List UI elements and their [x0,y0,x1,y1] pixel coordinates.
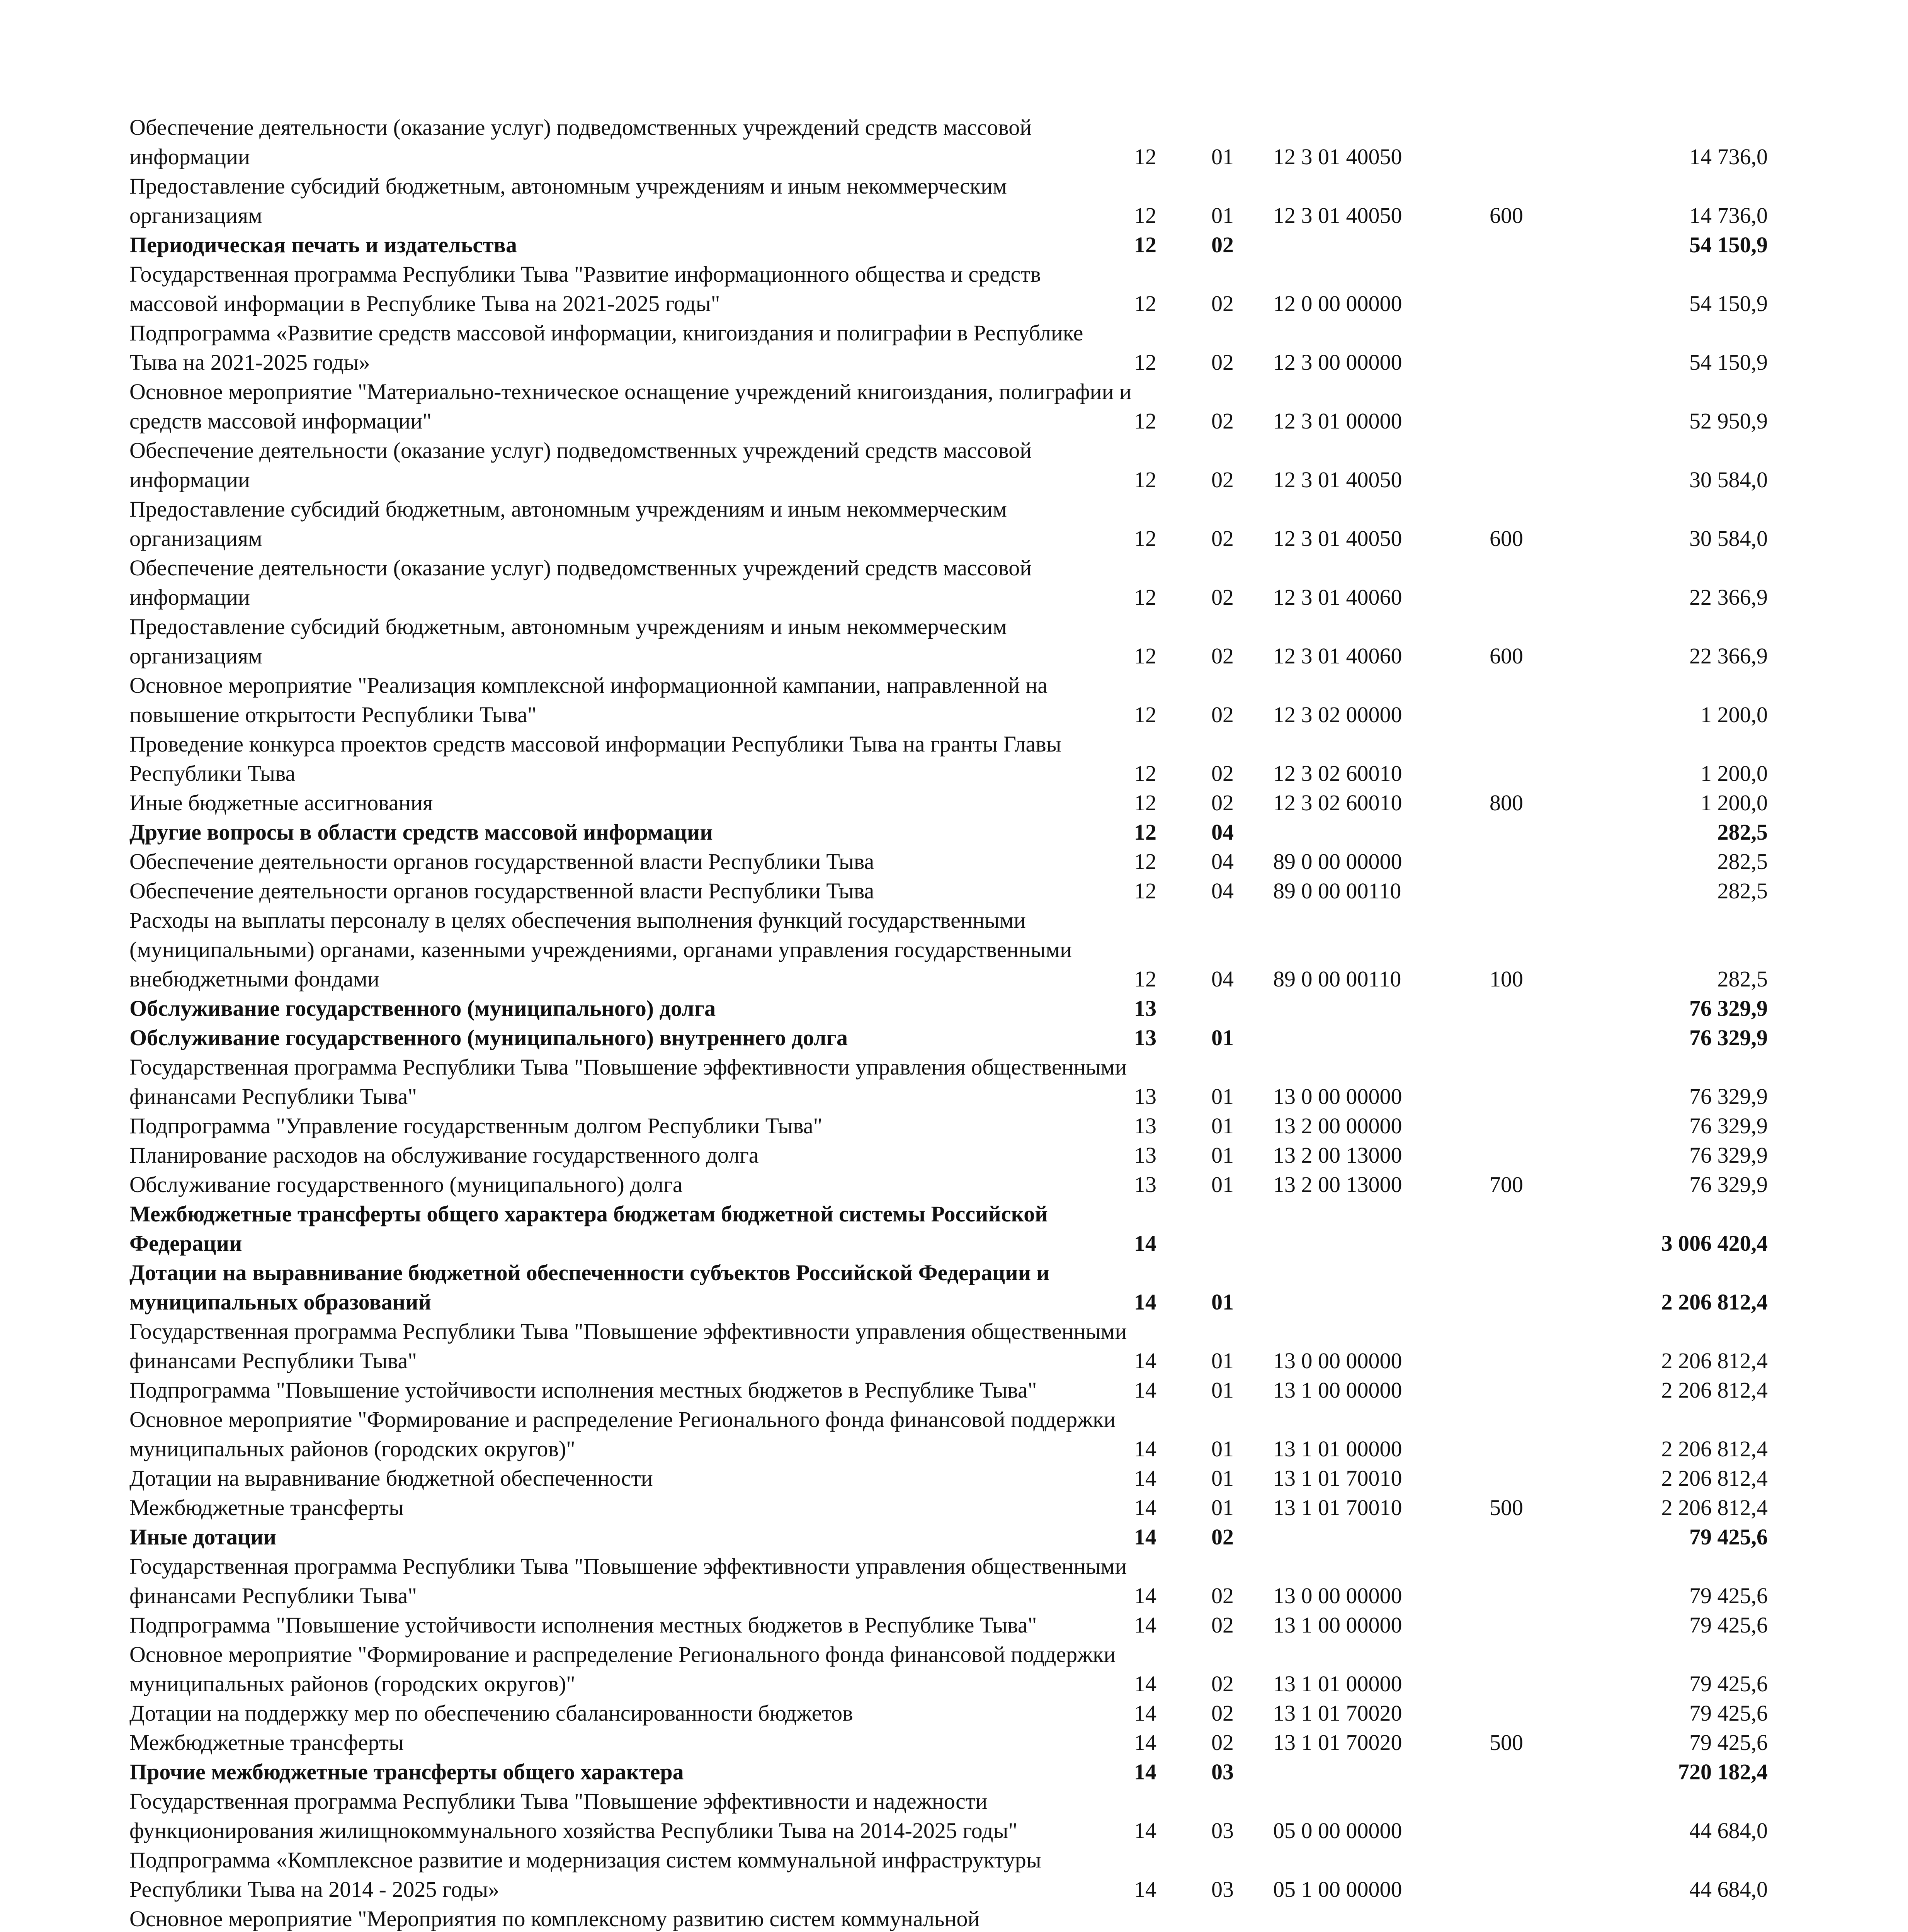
row-subsection-code: 02 [1211,291,1234,316]
row-section-code [1134,1904,1211,1932]
table-row [129,1699,1768,1728]
row-subsection-code: 02 [1211,1524,1234,1549]
row-subsection-code: 02 [1211,526,1234,551]
row-section-code: 12 [1134,761,1156,786]
row-section-code: 14 [1134,1671,1156,1696]
row-subsection-code: 01 [1211,1348,1234,1373]
row-section-code: 12 [1134,291,1156,316]
row-expense-type-code [1490,553,1582,612]
row-name: Дотации на выравнивание бюджетной обеспеченности [129,1466,653,1491]
row-amount: 282,5 [1717,966,1768,992]
table-row [129,1199,1768,1258]
row-amount: 44 684,0 [1689,1877,1768,1902]
row-amount: 282,5 [1717,878,1768,903]
row-expense-type-code [1490,1787,1582,1845]
row-amount: 2 206 812,4 [1661,1289,1768,1315]
row-subsection-code: 02 [1211,467,1234,492]
budget-table [129,113,1768,1932]
row-target-article-code [1273,230,1490,260]
table-row [129,1317,1768,1376]
row-amount: 79 425,6 [1689,1612,1768,1638]
row-subsection-code: 01 [1211,1436,1234,1461]
row-subsection-code: 02 [1211,1671,1234,1696]
row-amount: 76 329,9 [1689,1172,1768,1197]
row-section-code: 12 [1134,232,1156,257]
row-section-code: 14 [1134,1289,1156,1315]
row-name: Иные дотации [129,1524,277,1549]
row-target-article-code: 12 0 00 00000 [1273,291,1402,316]
row-expense-type-code [1490,876,1582,906]
row-subsection-code: 01 [1211,1113,1234,1138]
row-section-code: 12 [1134,350,1156,375]
table-row [129,671,1768,730]
table-row [129,1170,1768,1199]
row-subsection-code: 01 [1211,203,1234,228]
row-subsection-code: 02 [1211,643,1234,668]
row-subsection-code: 01 [1211,1466,1234,1491]
table-row [129,377,1768,436]
row-subsection-code: 04 [1211,878,1234,903]
row-expense-type-code [1490,230,1582,260]
row-amount: 76 329,9 [1689,1113,1768,1138]
row-amount: 79 425,6 [1689,1671,1768,1696]
row-amount: 54 150,9 [1689,291,1768,316]
row-name: Межбюджетные трансферты [129,1730,404,1755]
row-expense-type-code [1490,1845,1582,1904]
row-target-article-code: 12 3 01 40050 [1273,526,1402,551]
table-row [129,1522,1768,1552]
row-amount: 22 366,9 [1689,643,1768,668]
row-amount: 54 150,9 [1689,232,1768,257]
row-subsection-code: 02 [1211,1730,1234,1755]
row-name: Государственная программа Республики Тыва "Повышение эффективности и надежности функционирования жилищнокоммунального хозяйства Республики Тыва на 2014-2025 годы" [129,1789,1018,1843]
row-amount: 79 425,6 [1689,1583,1768,1608]
row-name: Основное мероприятие "Мероприятия по комплексному развитию систем коммунальной [129,1906,980,1931]
row-section-code: 13 [1134,1084,1156,1109]
row-target-article-code: 13 2 00 00000 [1273,1113,1402,1138]
row-expense-type-code [1490,1376,1582,1405]
row-name: Периодическая печать и издательства [129,232,517,257]
row-expense-type-code [1490,1464,1582,1493]
row-target-article-code [1273,1904,1490,1932]
row-name: Проведение конкурса проектов средств массовой информации Республики Тыва на гранты Главы Республики Тыва [129,731,1061,786]
row-expense-type-code: 600 [1490,203,1523,228]
row-name: Предоставление субсидий бюджетным, автономным учреждениям и иным некоммерческим организациям [129,173,1007,228]
table-row [129,876,1768,906]
row-name: Дотации на выравнивание бюджетной обеспеченности субъектов Российской Федерации и муниципальных образований [129,1260,1050,1315]
row-name: Межбюджетные трансферты общего характера бюджетам бюджетной системы Российской Федерации [129,1201,1048,1256]
row-name: Обеспечение деятельности (оказание услуг) подведомственных учреждений средств массовой информации [129,555,1032,610]
row-expense-type-code [1490,847,1582,876]
row-expense-type-code [1490,1522,1582,1552]
row-subsection-code: 03 [1211,1759,1234,1784]
row-expense-type-code [1490,1405,1582,1464]
row-amount: 2 206 812,4 [1661,1495,1768,1520]
row-subsection-code: 01 [1211,1143,1234,1168]
row-name: Предоставление субсидий бюджетным, автономным учреждениям и иным некоммерческим организациям [129,497,1007,551]
row-subsection-code [1211,994,1273,1023]
row-target-article-code: 89 0 00 00110 [1273,966,1401,992]
row-subsection-code: 01 [1211,1289,1234,1315]
row-section-code: 12 [1134,849,1156,874]
table-row [129,318,1768,377]
row-name: Подпрограмма "Управление государственным долгом Республики Тыва" [129,1113,823,1138]
row-amount: 54 150,9 [1689,350,1768,375]
row-name: Обеспечение деятельности (оказание услуг) подведомственных учреждений средств массовой информации [129,438,1032,492]
row-target-article-code: 12 3 01 40060 [1273,585,1402,610]
row-expense-type-code [1490,436,1582,495]
table-row [129,172,1768,230]
row-target-article-code [1273,1258,1490,1317]
row-expense-type-code [1490,1023,1582,1053]
table-row [129,818,1768,847]
row-name: Подпрограмма «Развитие средств массовой информации, книгоиздания и полиграфии в Республике Тыва на 2021-2025 годы» [129,320,1083,375]
row-subsection-code: 02 [1211,408,1234,434]
table-row [129,1405,1768,1464]
table-row [129,730,1768,788]
row-amount: 282,5 [1717,849,1768,874]
row-expense-type-code: 500 [1490,1730,1523,1755]
row-expense-type-code [1490,1552,1582,1611]
row-section-code: 13 [1134,1143,1156,1168]
row-subsection-code [1211,1904,1273,1932]
row-section-code: 14 [1134,1524,1156,1549]
row-name: Расходы на выплаты персоналу в целях обеспечения выполнения функций государственными (муниципальными) органами, казенными учреждениями, органами управления государственными внебюджетными фондами [129,908,1072,992]
row-section-code: 14 [1134,1495,1156,1520]
row-target-article-code: 13 2 00 13000 [1273,1143,1402,1168]
row-target-article-code [1273,1522,1490,1552]
table-row [129,1728,1768,1757]
row-target-article-code: 12 3 01 00000 [1273,408,1402,434]
row-expense-type-code [1490,377,1582,436]
row-target-article-code [1273,818,1490,847]
row-target-article-code: 13 0 00 00000 [1273,1583,1402,1608]
table-row [129,1904,1768,1932]
row-section-code: 12 [1134,966,1156,992]
row-section-code: 12 [1134,790,1156,815]
row-amount: 720 182,4 [1678,1759,1768,1784]
row-target-article-code [1273,1023,1490,1053]
row-target-article-code: 12 3 02 60010 [1273,761,1402,786]
row-subsection-code: 02 [1211,761,1234,786]
row-section-code: 14 [1134,1583,1156,1608]
row-section-code: 12 [1134,878,1156,903]
row-expense-type-code [1490,1904,1582,1932]
row-section-code: 14 [1134,1730,1156,1755]
row-section-code: 12 [1134,408,1156,434]
row-amount: 76 329,9 [1689,1143,1768,1168]
table-row [129,1757,1768,1787]
row-target-article-code: 13 1 01 70020 [1273,1701,1402,1726]
row-target-article-code: 13 1 01 70010 [1273,1495,1402,1520]
row-name: Подпрограмма "Повышение устойчивости исполнения местных бюджетов в Республике Тыва" [129,1612,1037,1638]
row-name: Основное мероприятие "Формирование и распределение Регионального фонда финансовой поддержки муниципальных районов (городских округов)" [129,1407,1116,1461]
row-target-article-code: 13 0 00 00000 [1273,1348,1402,1373]
row-section-code: 12 [1134,820,1156,845]
row-expense-type-code [1490,818,1582,847]
row-target-article-code: 12 3 02 00000 [1273,702,1402,727]
row-target-article-code: 12 3 01 40060 [1273,643,1402,668]
row-section-code: 12 [1134,526,1156,551]
row-amount: 22 366,9 [1689,585,1768,610]
row-section-code: 12 [1134,203,1156,228]
table-row [129,553,1768,612]
row-amount: 1 200,0 [1701,761,1768,786]
row-target-article-code: 13 1 01 00000 [1273,1671,1402,1696]
row-name: Государственная программа Республики Тыва "Повышение эффективности управления общественными финансами Республики Тыва" [129,1319,1127,1373]
table-row [129,495,1768,553]
row-target-article-code: 89 0 00 00110 [1273,878,1401,903]
row-expense-type-code [1490,1757,1582,1787]
row-target-article-code: 12 3 01 40050 [1273,203,1402,228]
table-row [129,994,1768,1023]
row-section-code: 14 [1134,1612,1156,1638]
row-expense-type-code: 100 [1490,966,1523,992]
row-expense-type-code [1490,260,1582,318]
table-row [129,1493,1768,1522]
row-target-article-code: 05 1 00 00000 [1273,1877,1402,1902]
row-section-code: 14 [1134,1378,1156,1403]
table-row [129,906,1768,994]
row-expense-type-code [1490,1640,1582,1699]
budget-table-body [129,113,1768,1932]
row-name: Основное мероприятие "Формирование и распределение Регионального фонда финансовой поддержки муниципальных районов (городских округов)" [129,1642,1116,1696]
row-section-code: 14 [1134,1231,1156,1256]
row-target-article-code: 13 1 00 00000 [1273,1378,1402,1403]
table-row [129,113,1768,172]
table-row [129,230,1768,260]
row-target-article-code: 13 1 01 00000 [1273,1436,1402,1461]
row-expense-type-code [1490,994,1582,1023]
table-row [129,612,1768,671]
row-target-article-code: 05 0 00 00000 [1273,1818,1402,1843]
row-target-article-code: 13 2 00 13000 [1273,1172,1402,1197]
row-amount: 14 736,0 [1689,144,1768,169]
table-row [129,1845,1768,1904]
row-name: Прочие межбюджетные трансферты общего характера [129,1759,684,1784]
row-section-code: 13 [1134,1025,1156,1050]
row-expense-type-code: 500 [1490,1495,1523,1520]
row-name: Дотации на поддержку мер по обеспечению сбалансированности бюджетов [129,1701,853,1726]
row-target-article-code: 12 3 00 00000 [1273,350,1402,375]
table-row [129,260,1768,318]
row-section-code: 14 [1134,1877,1156,1902]
row-expense-type-code [1490,113,1582,172]
row-subsection-code: 03 [1211,1877,1234,1902]
row-section-code: 12 [1134,144,1156,169]
table-row [129,436,1768,495]
row-expense-type-code [1490,1258,1582,1317]
table-row [129,1787,1768,1845]
row-section-code: 13 [1134,1172,1156,1197]
row-expense-type-code: 800 [1490,790,1523,815]
row-subsection-code: 01 [1211,144,1234,169]
row-amount: 282,5 [1717,820,1768,845]
row-subsection-code [1211,1199,1273,1258]
row-amount: 44 684,0 [1689,1818,1768,1843]
row-expense-type-code [1490,1699,1582,1728]
row-amount [1582,1904,1768,1932]
table-row [129,1141,1768,1170]
row-name: Обеспечение деятельности органов государственной власти Республики Тыва [129,849,874,874]
row-amount: 3 006 420,4 [1661,1231,1768,1256]
row-expense-type-code: 700 [1490,1172,1523,1197]
table-row [129,1376,1768,1405]
row-section-code: 13 [1134,1113,1156,1138]
table-row [129,1111,1768,1141]
row-section-code: 14 [1134,1818,1156,1843]
row-name: Обслуживание государственного (муниципального) долга [129,1172,683,1197]
row-subsection-code: 01 [1211,1084,1234,1109]
row-section-code: 12 [1134,702,1156,727]
row-amount: 76 329,9 [1689,1084,1768,1109]
row-section-code: 12 [1134,643,1156,668]
row-section-code: 14 [1134,1436,1156,1461]
row-expense-type-code [1490,1111,1582,1141]
row-name: Другие вопросы в области средств массовой информации [129,820,713,845]
row-name: Межбюджетные трансферты [129,1495,404,1520]
row-expense-type-code [1490,318,1582,377]
row-subsection-code: 02 [1211,1583,1234,1608]
row-target-article-code: 89 0 00 00000 [1273,849,1402,874]
row-section-code: 13 [1134,996,1156,1021]
row-target-article-code: 12 3 01 40050 [1273,144,1402,169]
row-amount: 2 206 812,4 [1661,1378,1768,1403]
row-target-article-code [1273,1757,1490,1787]
row-target-article-code: 12 3 02 60010 [1273,790,1402,815]
row-amount: 14 736,0 [1689,203,1768,228]
row-target-article-code: 13 0 00 00000 [1273,1084,1402,1109]
row-subsection-code: 01 [1211,1172,1234,1197]
row-section-code: 14 [1134,1701,1156,1726]
row-target-article-code: 13 1 01 70020 [1273,1730,1402,1755]
row-amount: 79 425,6 [1689,1524,1768,1549]
row-name: Обслуживание государственного (муниципального) долга [129,996,716,1021]
row-subsection-code: 02 [1211,790,1234,815]
row-subsection-code: 04 [1211,966,1234,992]
row-amount: 76 329,9 [1689,996,1768,1021]
row-section-code: 14 [1134,1348,1156,1373]
row-expense-type-code [1490,730,1582,788]
row-subsection-code: 04 [1211,820,1234,845]
row-name: Подпрограмма "Повышение устойчивости исполнения местных бюджетов в Республике Тыва" [129,1378,1037,1403]
row-expense-type-code [1490,671,1582,730]
row-target-article-code: 13 1 00 00000 [1273,1612,1402,1638]
row-subsection-code: 02 [1211,585,1234,610]
table-row [129,847,1768,876]
row-target-article-code [1273,994,1490,1023]
row-amount: 30 584,0 [1689,526,1768,551]
row-target-article-code: 12 3 01 40050 [1273,467,1402,492]
row-name: Обслуживание государственного (муниципального) внутреннего долга [129,1025,848,1050]
table-row [129,1552,1768,1611]
row-expense-type-code [1490,1141,1582,1170]
row-expense-type-code [1490,1611,1582,1640]
row-amount: 76 329,9 [1689,1025,1768,1050]
table-row [129,1053,1768,1111]
row-subsection-code: 02 [1211,232,1234,257]
row-subsection-code: 01 [1211,1025,1234,1050]
row-subsection-code: 04 [1211,849,1234,874]
row-subsection-code: 02 [1211,702,1234,727]
row-section-code: 14 [1134,1759,1156,1784]
row-name: Обеспечение деятельности органов государственной власти Республики Тыва [129,878,874,903]
row-name: Планирование расходов на обслуживание государственного долга [129,1143,759,1168]
row-amount: 2 206 812,4 [1661,1348,1768,1373]
row-amount: 2 206 812,4 [1661,1466,1768,1491]
table-row [129,1640,1768,1699]
table-row [129,1023,1768,1053]
row-section-code: 12 [1134,585,1156,610]
table-row [129,788,1768,818]
row-name: Предоставление субсидий бюджетным, автономным учреждениям и иным некоммерческим организациям [129,614,1007,668]
row-amount: 79 425,6 [1689,1730,1768,1755]
row-subsection-code: 03 [1211,1818,1234,1843]
row-name: Обеспечение деятельности (оказание услуг) подведомственных учреждений средств массовой информации [129,115,1032,169]
table-row [129,1611,1768,1640]
row-name: Государственная программа Республики Тыва "Развитие информационного общества и средств массовой информации в Республике Тыва на 2021-2025 годы" [129,262,1041,316]
row-target-article-code: 13 1 01 70010 [1273,1466,1402,1491]
row-amount: 2 206 812,4 [1661,1436,1768,1461]
table-row [129,1258,1768,1317]
table-row [129,1464,1768,1493]
row-expense-type-code: 600 [1490,526,1523,551]
row-expense-type-code [1490,1053,1582,1111]
row-subsection-code: 02 [1211,1612,1234,1638]
row-name: Подпрограмма «Комплексное развитие и модернизация систем коммунальной инфраструктуры Республики Тыва на 2014 - 2025 годы» [129,1847,1041,1902]
row-amount: 79 425,6 [1689,1701,1768,1726]
row-name: Основное мероприятие "Реализация комплексной информационной кампании, направленной на повышение открытости Республики Тыва" [129,673,1048,727]
row-subsection-code: 01 [1211,1495,1234,1520]
row-amount: 30 584,0 [1689,467,1768,492]
row-subsection-code: 02 [1211,350,1234,375]
row-section-code: 14 [1134,1466,1156,1491]
row-expense-type-code [1490,1199,1582,1258]
row-name: Государственная программа Республики Тыва "Повышение эффективности управления общественными финансами Республики Тыва" [129,1554,1127,1608]
row-amount: 1 200,0 [1701,790,1768,815]
row-subsection-code: 01 [1211,1378,1234,1403]
row-subsection-code: 02 [1211,1701,1234,1726]
row-name: Государственная программа Республики Тыва "Повышение эффективности управления общественными финансами Республики Тыва" [129,1054,1127,1109]
row-section-code: 12 [1134,467,1156,492]
row-amount: 52 950,9 [1689,408,1768,434]
row-amount: 1 200,0 [1701,702,1768,727]
row-target-article-code [1273,1199,1490,1258]
row-name: Основное мероприятие "Материально-техническое оснащение учреждений книгоиздания, полиграфии и средств массовой информации" [129,379,1132,434]
row-expense-type-code: 600 [1490,643,1523,668]
row-name: Иные бюджетные ассигнования [129,790,433,815]
row-expense-type-code [1490,1317,1582,1376]
